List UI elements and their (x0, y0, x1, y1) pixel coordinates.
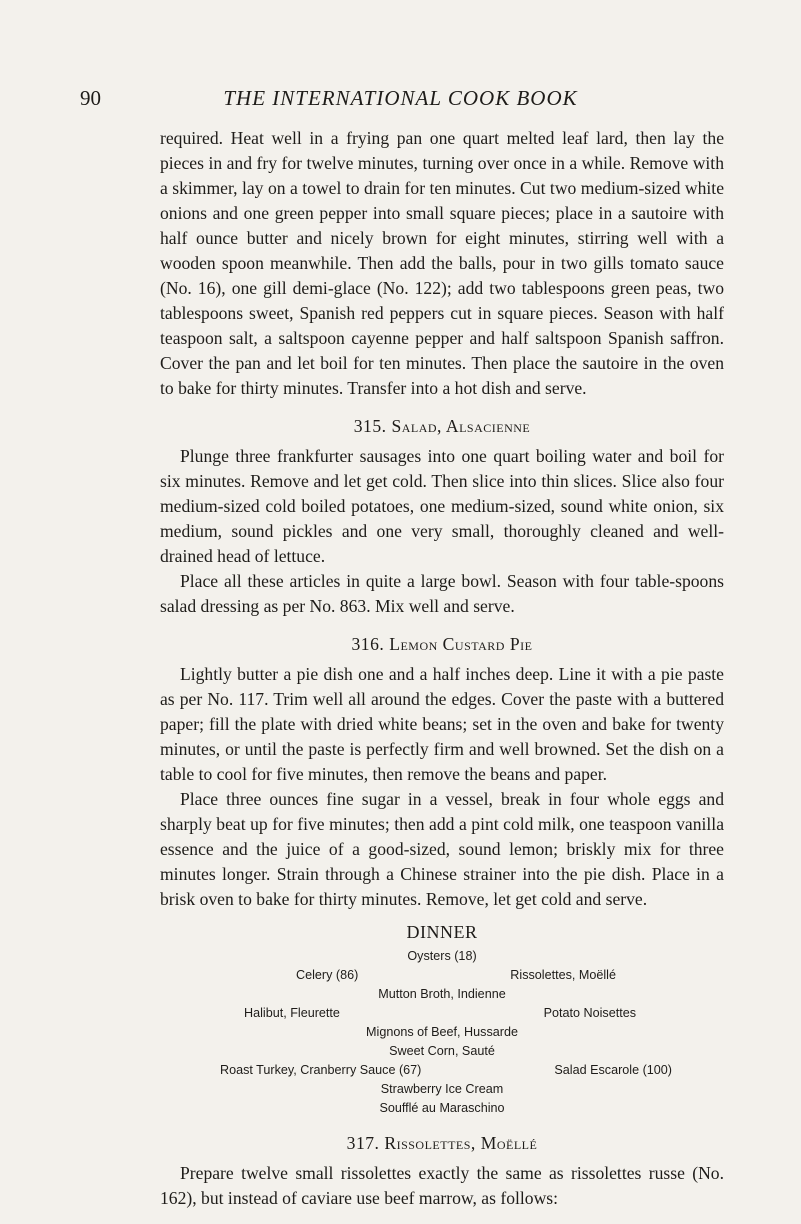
recipe-number: 315. (353, 416, 387, 436)
menu-row (212, 1061, 672, 1080)
menu-row (212, 966, 672, 985)
page-body (160, 126, 724, 1211)
menu-item: Halibut, Fleurette (244, 1006, 340, 1020)
running-head (0, 86, 801, 116)
menu-item: Soufflé au Maraschino (379, 1101, 505, 1115)
menu-item: Mutton Broth, Indienne (378, 987, 506, 1001)
paragraph: Plunge three frankfurter sausages into one quart boiling water and boil for six minutes. Remove and let get cold. Then slice into thin slices. Slice also four medium-sized cold boiled potatoes, one medium-sized, sound white onion, six medium, sound pickles and one very small, thoroughly cleaned and well-drained head of lettuce. (160, 446, 724, 566)
menu-item: Mignons of Beef, Hussarde (366, 1025, 518, 1039)
recipe-title: Rissolettes, Moëllé (384, 1133, 538, 1153)
paragraph: Place three ounces fine sugar in a vessel, break in four whole eggs and sharply beat up for five minutes; then add a pint cold milk, one teaspoon vanilla essence and the juice of a good-sized, sound lemon; briskly mix for three minutes longer. Strain through a Chinese strainer into the pie dish. Place in a brisk oven to bake for thirty minutes. Remove, let get cold and serve. (160, 789, 724, 909)
running-title: THE INTERNATIONAL COOK BOOK (223, 86, 578, 110)
menu-item: Sweet Corn, Sauté (389, 1044, 495, 1058)
paragraph: Lightly butter a pie dish one and a half inches deep. Line it with a pie paste as per No. 117. Trim well all around the edges. Cover the paste with a buttered paper; fill the plate with dried white beans; set in the oven and bake for twenty minutes, or until the paste is perfectly firm and well browned. Set the dish on a table to cool for five minutes, then remove the beans and paper. (160, 664, 724, 784)
menu-item: Potato Noisettes (543, 1006, 636, 1020)
dinner-menu (212, 947, 672, 1118)
menu-item: Oysters (18) (407, 949, 477, 963)
page-number: 90 (80, 86, 101, 110)
recipe-number: 317. (346, 1133, 380, 1153)
recipe-317-heading (160, 1131, 724, 1156)
recipe-316-heading (160, 632, 724, 657)
intro-paragraph: required. Heat well in a frying pan one quart melted leaf lard, then lay the pieces in and fry for twelve minutes, turning over once in a while. Remove with a skimmer, lay on a towel to drain for ten minutes. Cut two medium-sized white onions and one green pepper into small square pieces; place in a sautoire with half ounce butter and nicely brown for eight minutes, stirring well with a wooden spoon meanwhile. Then add the balls, pour in two gills tomato sauce (No. 16), one gill demi-glace (No. 122); add two tablespoons green peas, two tablespoons sweet, Spanish red peppers cut in square pieces. Season with half teaspoon salt, a saltspoon cayenne pepper and half saltspoon Spanish saffron. Cover the pan and let boil for ten minutes. Then place the sautoire in the oven to bake for thirty minutes. Transfer into a hot dish and serve. (160, 128, 724, 398)
recipe-title: Lemon Custard Pie (389, 634, 533, 654)
menu-item: Celery (86) (296, 968, 359, 982)
recipe-number: 316. (351, 634, 385, 654)
recipe-title: Salad, Alsacienne (391, 416, 531, 436)
recipe-315-heading (160, 414, 724, 439)
menu-heading: DINNER (406, 922, 478, 942)
menu-row (212, 1004, 672, 1023)
menu-item: Strawberry Ice Cream (380, 1082, 504, 1096)
menu-item: Rissolettes, Moëllé (510, 968, 616, 982)
paragraph: Prepare twelve small rissolettes exactly the same as rissolettes russe (No. 162), but instead of caviare use beef marrow, as follows: (160, 1163, 724, 1208)
menu-item: Roast Turkey, Cranberry Sauce (67) (220, 1063, 422, 1077)
paragraph: Place all these articles in quite a large bowl. Season with four table-spoons salad dressing as per No. 863. Mix well and serve. (160, 571, 724, 616)
menu-item: Salad Escarole (100) (554, 1063, 672, 1077)
